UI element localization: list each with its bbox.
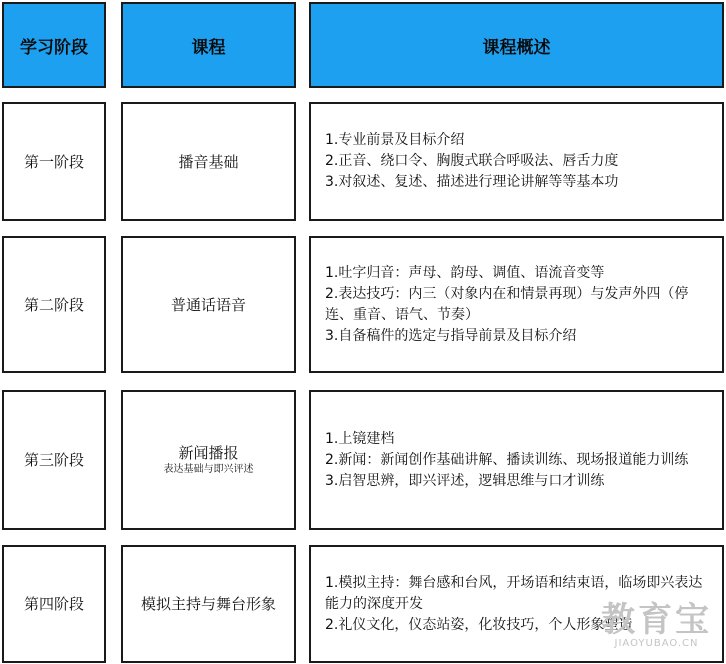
header-course: 课程 bbox=[121, 2, 296, 88]
stage-cell: 第四阶段 bbox=[2, 545, 106, 663]
overview-line: 1.吐字归音：声母、韵母、调值、语流音变等 bbox=[325, 264, 605, 281]
course-cell bbox=[121, 236, 296, 373]
overview-lines bbox=[325, 130, 618, 193]
course-subtitle: 表达基础与即兴评述 bbox=[163, 464, 254, 475]
overview-line: 2.礼仪文化，仪态站姿，化妆技巧，个人形象塑造 bbox=[325, 616, 633, 633]
overview-lines bbox=[325, 573, 712, 640]
overview-line: 3.自备稿件的选定与指导前景及目标介绍 bbox=[325, 327, 577, 344]
overview-cell bbox=[309, 545, 724, 663]
overview-cell bbox=[309, 102, 724, 221]
overview-line: 2.正音、绕口令、胸腹式联合呼吸法、唇舌力度 bbox=[325, 153, 619, 169]
overview-line: 2.表达技巧：内三（对象内在和情景再现）与发声外四（停连、重音、语气、节奏） bbox=[325, 285, 689, 323]
stage-cell: 第二阶段 bbox=[2, 236, 106, 373]
overview-line: 1.模拟主持：舞台感和台风，开场语和结束语，临场即兴表达能力的深度开发 bbox=[325, 574, 703, 612]
course-title: 普通话语音 bbox=[170, 295, 246, 314]
watermark-url: JIAOYUBAO.CN bbox=[614, 638, 699, 649]
header-overview: 课程概述 bbox=[309, 2, 724, 88]
course-title: 新闻播报 bbox=[178, 444, 239, 462]
overview-line: 3.启智思辨，即兴评述，逻辑思维与口才训练 bbox=[325, 472, 605, 489]
overview-cell bbox=[309, 236, 724, 373]
stage-cell: 第一阶段 bbox=[2, 102, 106, 221]
overview-line: 3.对叙述、复述、描述进行理论讲解等等基本功 bbox=[325, 174, 619, 190]
course-title: 播音基础 bbox=[178, 152, 239, 171]
header-stage: 学习阶段 bbox=[2, 2, 106, 88]
course-cell bbox=[121, 390, 296, 530]
overview-line: 2.新闻：新闻创作基础讲解、播读训练、现场报道能力训练 bbox=[325, 451, 689, 468]
overview-cell bbox=[309, 390, 724, 530]
overview-lines bbox=[325, 429, 688, 492]
overview-line: 1.专业前景及目标介绍 bbox=[325, 132, 465, 148]
overview-line: 1.上镜建档 bbox=[325, 430, 395, 447]
watermark-text: 教育宝 bbox=[601, 600, 712, 640]
course-cell bbox=[121, 545, 296, 663]
course-cell bbox=[121, 102, 296, 221]
course-title: 模拟主持与舞台形象 bbox=[140, 595, 276, 613]
overview-lines bbox=[325, 263, 710, 347]
stage-cell: 第三阶段 bbox=[2, 390, 106, 530]
